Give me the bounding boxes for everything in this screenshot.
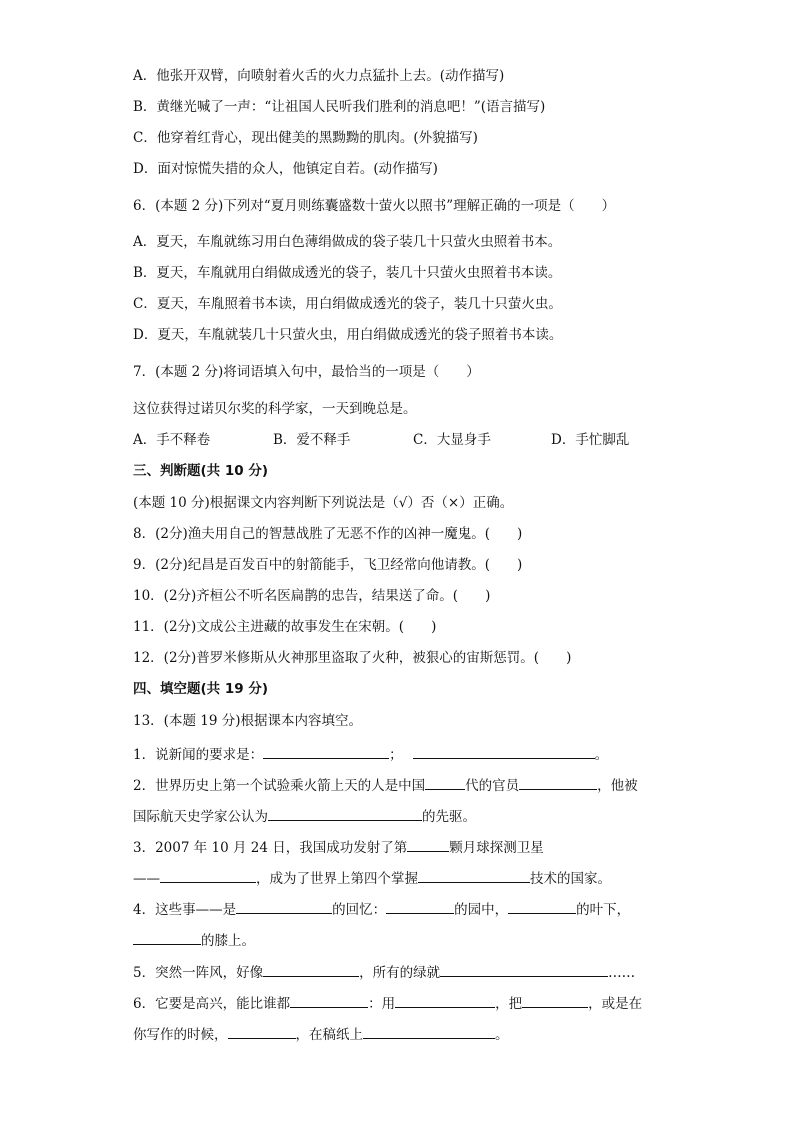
fill-text: …… — [608, 965, 636, 981]
blank[interactable] — [363, 1024, 495, 1039]
fill-text: 。 — [594, 747, 609, 763]
q6-option-b: B．夏天，车胤就用白绢做成透光的袋子，装几十只萤火虫照着书本读。 — [133, 265, 562, 281]
blank[interactable] — [413, 744, 595, 759]
q6-option-c: C．夏天，车胤照着书本读，用白绢做成透光的袋子，装几十只萤火虫。 — [133, 296, 562, 312]
q5-option-c: C．他穿着红背心，现出健美的黑黝黝的肌肉。(外貌描写) — [133, 130, 478, 146]
section4-intro: 13．(本题 19 分)根据课本内容填空。 — [133, 713, 362, 729]
blank[interactable] — [418, 868, 530, 883]
judge-item: 12．(2分)普罗米修斯从火神那里盗取了火种，被狠心的宙斯惩罚。( ) — [133, 650, 572, 666]
fill-line-5 — [133, 962, 635, 983]
fill-line-3b — [133, 868, 611, 889]
judge-item: 9．(2分)纪昌是百发百中的射箭能手，飞卫经常向他请教。( ) — [133, 557, 523, 573]
blank[interactable] — [407, 837, 449, 852]
fill-text: 代的官员 — [465, 778, 520, 794]
fill-line-2b — [133, 806, 476, 827]
fill-text: 6．它要是高兴，能比谁都 — [133, 996, 291, 1012]
section3-title: 三、判断题(共 10 分) — [133, 463, 269, 479]
judge-item: 8．(2分)渔夫用自己的智慧战胜了无恶不作的凶神一魔鬼。( ) — [133, 526, 523, 542]
fill-text: 的园中， — [454, 902, 509, 918]
blank[interactable] — [236, 899, 332, 914]
fill-text: 颗月球探测卫星 — [449, 840, 544, 856]
fill-text: 技术的国家。 — [530, 871, 611, 887]
q6-option-a: A．夏天，车胤就练习用白色薄绢做成的袋子装几十只萤火虫照着书本。 — [133, 234, 562, 250]
blank[interactable] — [160, 868, 256, 883]
fill-line-6b — [133, 1024, 509, 1045]
fill-text: 的回忆： — [332, 902, 387, 918]
q7-stem: 7．(本题 2 分)将词语填入句中，最恰当的一项是（ ） — [133, 364, 480, 380]
fill-line-6 — [133, 993, 642, 1014]
blank[interactable] — [263, 744, 389, 759]
q7-options — [133, 430, 629, 450]
fill-text: 的先驱。 — [422, 809, 476, 825]
fill-text: ，所有的绿就 — [359, 965, 441, 981]
q5-option-a: A．他张开双臂，向喷射着火舌的火力点猛扑上去。(动作描写) — [133, 68, 505, 84]
fill-text: 。 — [495, 1027, 509, 1043]
fill-text: ； — [389, 747, 403, 763]
blank[interactable] — [425, 775, 465, 790]
fill-text: ，把 — [495, 996, 523, 1012]
fill-line-2 — [133, 775, 638, 796]
fill-text: ，或是在 — [588, 996, 643, 1012]
judge-item: 11．(2分)文成公主进藏的故事发生在宋朝。( ) — [133, 619, 437, 635]
blank[interactable] — [133, 930, 201, 945]
blank[interactable] — [522, 993, 588, 1008]
q7-option-d: D．手忙脚乱 — [551, 432, 630, 448]
blank[interactable] — [268, 806, 422, 821]
fill-text: 1．说新闻的要求是： — [133, 747, 264, 763]
q5-option-d: D．面对惊慌失措的众人，他镇定自若。(动作描写) — [133, 161, 438, 177]
q7-option-a: A．手不释卷 — [133, 432, 211, 448]
fill-text: 3．2007 年 10 月 24 日，我国成功发射了第 — [133, 840, 408, 856]
section3-intro: (本题 10 分)根据课文内容判断下列说法是（√）否（×）正确。 — [133, 495, 514, 511]
fill-text: 你写作的时候， — [133, 1027, 228, 1043]
fill-text: ，他被 — [597, 778, 638, 794]
fill-line-4 — [133, 899, 630, 920]
section4-title: 四、填空题(共 19 分) — [133, 681, 269, 697]
fill-line-1 — [133, 744, 608, 765]
fill-text: 4．这些事——是 — [133, 902, 237, 918]
blank[interactable] — [440, 962, 608, 977]
fill-text: 2．世界历史上第一个试验乘火箭上天的人是中国 — [133, 778, 426, 794]
fill-text: —— — [133, 871, 160, 887]
blank[interactable] — [386, 899, 454, 914]
blank[interactable] — [290, 993, 368, 1008]
q6-option-d: D．夏天，车胤就装几十只萤火虫，用白绢做成透光的袋子照着书本读。 — [133, 327, 563, 343]
q7-option-c: C．大显身手 — [413, 432, 491, 448]
fill-text: 5．突然一阵风，好像 — [133, 965, 264, 981]
blank[interactable] — [395, 993, 495, 1008]
blank[interactable] — [263, 962, 359, 977]
q7-sentence: 这位获得过诺贝尔奖的科学家，一天到晚总是。 — [133, 401, 417, 417]
blank[interactable] — [228, 1024, 296, 1039]
fill-line-4b — [133, 930, 255, 951]
fill-line-3 — [133, 837, 544, 858]
fill-text: ：用 — [368, 996, 396, 1012]
fill-text: 的叶下， — [576, 902, 631, 918]
blank[interactable] — [508, 899, 576, 914]
judge-item: 10．(2分)齐桓公不听名医扁鹊的忠告，结果送了命。( ) — [133, 588, 491, 604]
fill-text: ，在稿纸上 — [295, 1027, 363, 1043]
fill-text: ，成为了世界上第四个掌握 — [256, 871, 418, 887]
q6-stem: 6．(本题 2 分)下列对“夏月则练囊盛数十萤火以照书”理解正确的一项是（ ） — [133, 198, 616, 214]
blank[interactable] — [519, 775, 597, 790]
fill-text: 的膝上。 — [201, 933, 255, 949]
fill-text: 国际航天史学家公认为 — [133, 809, 268, 825]
q7-option-b: B．爱不释手 — [273, 432, 351, 448]
q5-option-b: B．黄继光喊了一声：“让祖国人民听我们胜利的消息吧！”(语言描写) — [133, 99, 546, 115]
